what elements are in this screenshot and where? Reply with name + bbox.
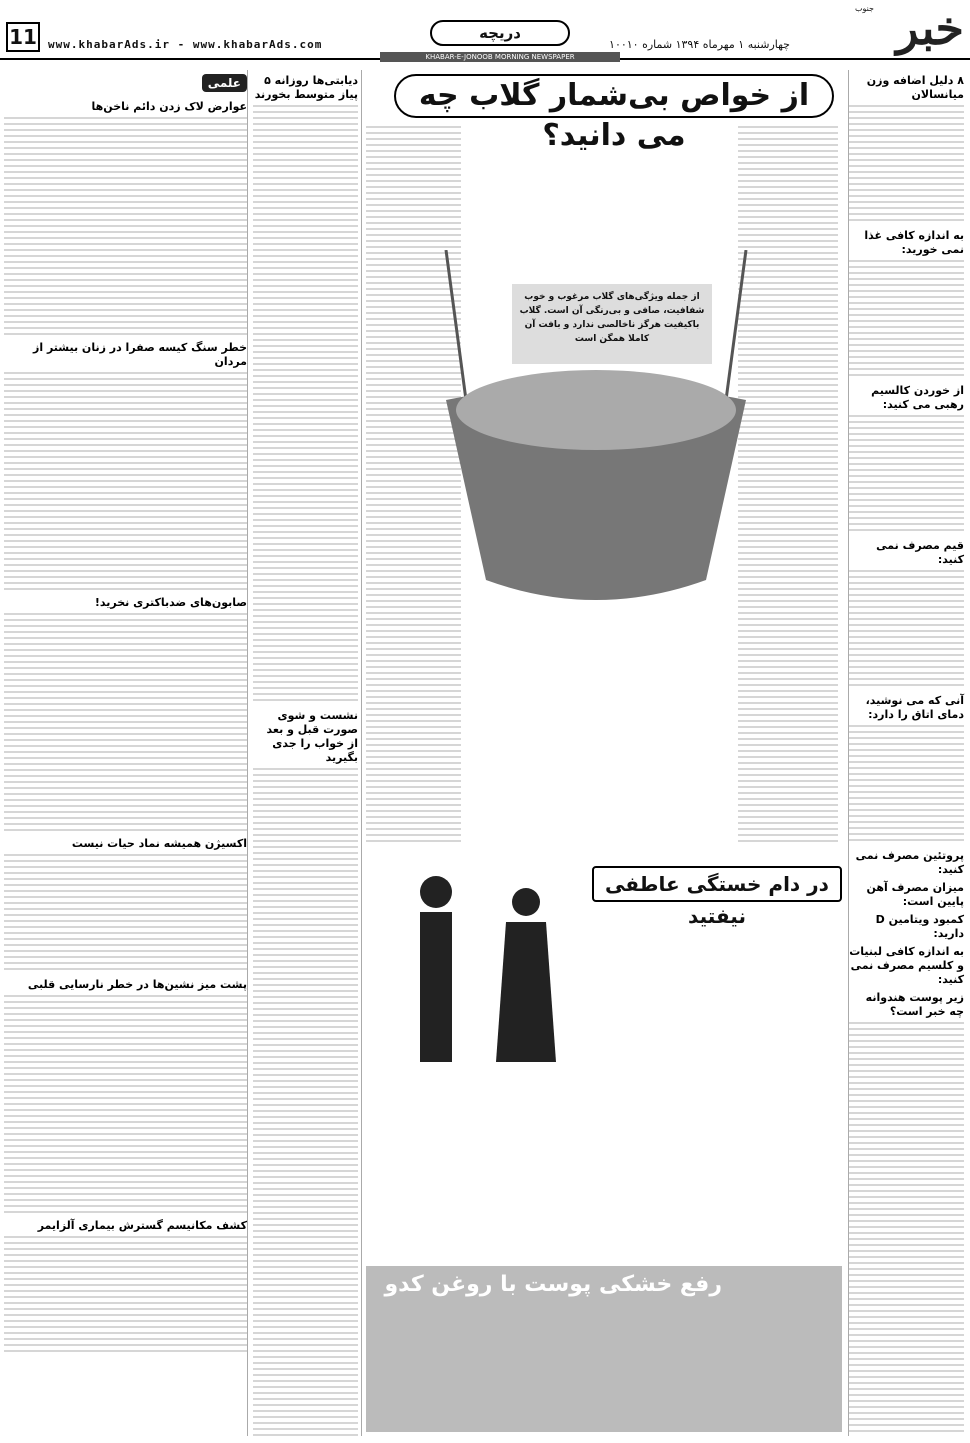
masthead bbox=[0, 0, 970, 60]
section-label: دریچه bbox=[430, 20, 570, 46]
feature-title: از خواص بی‌شمار گلاب چه می دانید؟ bbox=[394, 74, 834, 118]
callout-box: از جمله ویژگی‌های گلاب مرغوب و خوب شفافیت، صافی و بی‌رنگی آن است. گلاب باکیفیت هرگز ناخالصی ندارد و بافت آن کاملا همگن است bbox=[512, 284, 712, 364]
tagline: KHABAR-E-JONOOB MORNING NEWSPAPER bbox=[380, 52, 620, 62]
text-block bbox=[4, 995, 247, 1215]
article-title: عوارض لاک زدن دائم ناخن‌ها bbox=[91, 100, 247, 113]
article-title: ۸ دلیل اضافه وزن میانسالان bbox=[866, 74, 964, 101]
text-block bbox=[4, 854, 247, 974]
feature-article bbox=[366, 70, 842, 860]
subheading: قیم مصرف نمی کنید: bbox=[876, 539, 964, 566]
right-column bbox=[848, 70, 966, 1436]
subheading: از خوردن کالسیم رهبی می کنید: bbox=[871, 384, 964, 411]
text-block bbox=[849, 415, 964, 535]
text-block bbox=[849, 1022, 964, 1436]
article-title: زیر پوست هندوانه چه خبر است؟ bbox=[865, 991, 964, 1018]
pumpkin-article bbox=[366, 1266, 842, 1432]
subheading: کمبود ویتامین D دارید: bbox=[875, 913, 964, 940]
text-block bbox=[253, 405, 358, 705]
article-title: دیابتی‌ها روزانه ۵ پیاز متوسط بخورند bbox=[254, 74, 358, 101]
tired-title: در دام خستگی عاطفی نیفتید bbox=[592, 866, 842, 902]
science-badge: علمی bbox=[202, 74, 247, 92]
article-title: کشف مکانیسم گسترش بیماری آلزایمر bbox=[37, 1219, 247, 1232]
couple-silhouette-illustration bbox=[366, 862, 606, 1262]
article-title: اکسیژن همیشه نماد حیات نیست bbox=[71, 837, 247, 850]
site-url[interactable]: www.khabarAds.ir - www.khabarAds.com bbox=[48, 38, 323, 51]
article-title: پشت میز نشین‌ها در خطر نارسایی قلبی bbox=[27, 978, 247, 991]
text-block bbox=[849, 725, 964, 845]
text-block bbox=[849, 260, 964, 380]
text-block bbox=[4, 613, 247, 833]
text-block bbox=[253, 105, 358, 405]
subheading: به اندازه کافی غذا نمی خورید: bbox=[864, 229, 964, 256]
subheading: میزان مصرف آهن پایین است: bbox=[866, 881, 964, 908]
text-block bbox=[849, 570, 964, 690]
tired-article bbox=[366, 862, 842, 1432]
article-title: صابون‌های ضدباکتری نخرید! bbox=[94, 596, 247, 609]
pumpkin-title: رفع خشکی پوست با روغن کدو bbox=[384, 1272, 722, 1297]
article-title: خطر سنگ کیسه صفرا در زنان بیشتر از مردان bbox=[33, 341, 247, 368]
subheading: آنی که می نوشید، دمای اتاق را دارد: bbox=[865, 694, 964, 721]
page-number: 11 bbox=[6, 22, 40, 52]
subheading: پروتئین مصرف نمی کنید: bbox=[855, 849, 964, 876]
text-block bbox=[4, 372, 247, 592]
logo-subtitle: جنوب bbox=[854, 4, 874, 13]
article-title: نشست و شوی صورت قبل و بعد از خواب را جدی بگیرید bbox=[266, 709, 358, 764]
text-block bbox=[253, 768, 358, 1436]
newspaper-logo: خبر bbox=[896, 1, 964, 55]
middle-column bbox=[250, 70, 362, 1436]
text-block bbox=[4, 117, 247, 337]
text-block bbox=[849, 105, 964, 225]
left-column bbox=[4, 70, 248, 1436]
issue-info: چهارشنبه ۱ مهرماه ۱۳۹۴ شماره ۱۰۰۱۰ bbox=[609, 38, 790, 51]
subheading: به اندازه کافی لبنیات و کلسیم مصرف نمی کنید: bbox=[849, 945, 964, 986]
text-block bbox=[4, 1236, 247, 1356]
